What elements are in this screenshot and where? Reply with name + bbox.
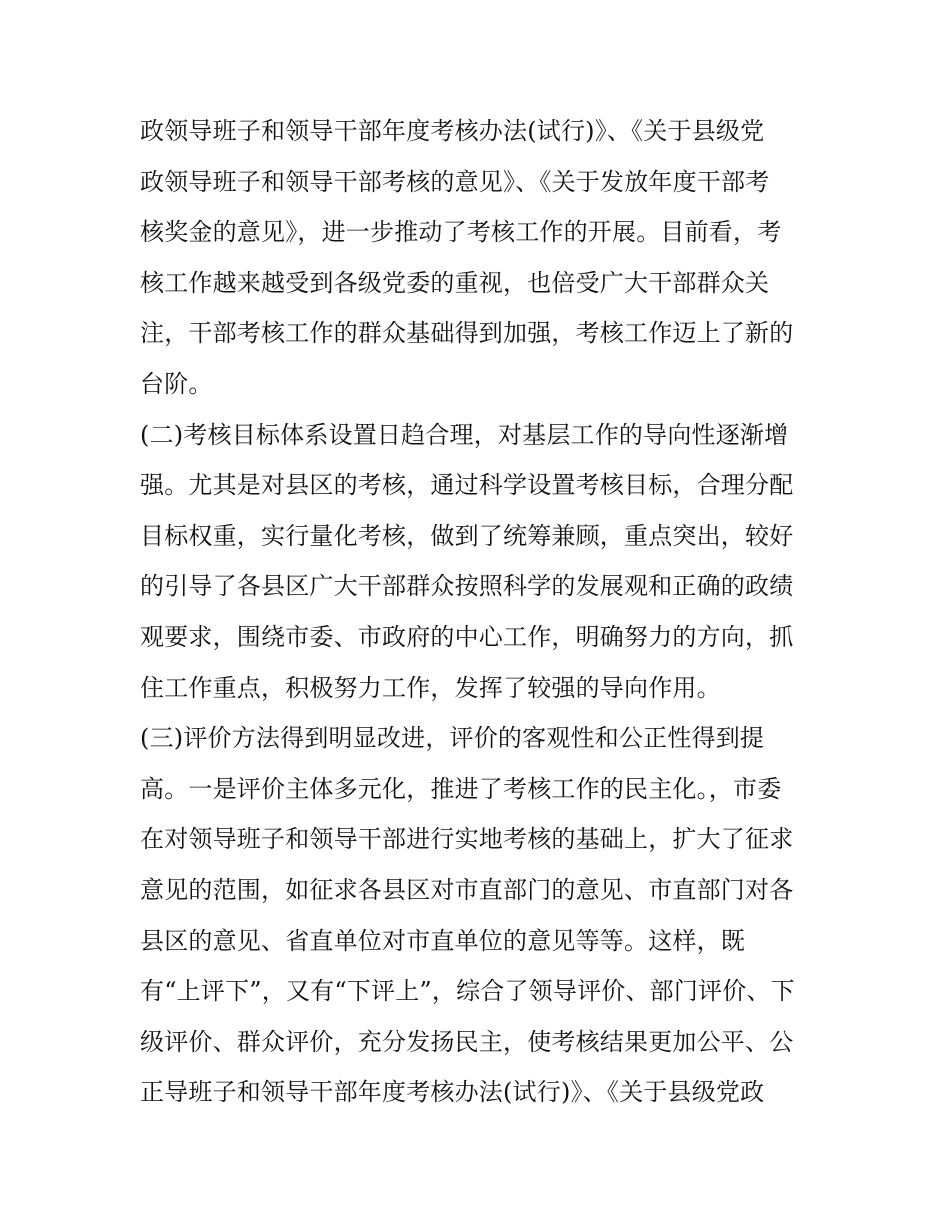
text-line: 正导班子和领导干部年度考核办法(试行)》、《关于县级党政	[140, 1078, 765, 1107]
text-line: 核工作越来越受到各级党委的重视，也倍受广大干部群众关	[140, 268, 770, 297]
text-line: 有“上评下”，又有“下评上”，综合了领导评价、部门评价、下	[140, 977, 795, 1006]
text-line: 县区的意见、省直单位对市直单位的意见等等。这样，既	[140, 926, 745, 955]
text-line: 目标权重，实行量化考核，做到了统筹兼顾，重点突出，较好	[140, 521, 794, 550]
text-line: 台阶。	[140, 369, 213, 398]
text-line: 高。一是评价主体多元化，推进了考核工作的民主化。，市委	[140, 774, 782, 803]
text-line: 观要求，围绕市委、市政府的中心工作，明确努力的方向，抓	[140, 622, 794, 651]
text-line: 核奖金的意见》，进一步推动了考核工作的开展。目前看，考	[140, 218, 782, 247]
text-line: 政领导班子和领导干部考核的意见》、《关于发放年度干部考	[140, 167, 770, 196]
text-line: 意见的范围，如征求各县区对市直部门的意见、市直部门对各	[140, 875, 794, 904]
text-line: 政领导班子和领导干部年度考核办法(试行)》、《关于县级党	[140, 117, 765, 145]
text-line: 强。尤其是对县区的考核，通过科学设置考核目标，合理分配	[140, 471, 794, 500]
text-line: 注，干部考核工作的群众基础得到加强，考核工作迈上了新的	[140, 319, 794, 348]
text-line: 在对领导班子和领导干部进行实地考核的基础上，扩大了征求	[140, 825, 794, 854]
text-line: 级评价、群众评价，充分发扬民主，使考核结果更加公平、公	[140, 1027, 794, 1056]
document-body	[140, 106, 820, 1118]
section-heading-line: (三)评价方法得到明显改进，评价的客观性和公正性得到提	[140, 724, 765, 753]
section-heading-line: (二)考核目标体系设置日趋合理，对基层工作的导向性逐渐增	[140, 420, 789, 449]
text-line: 的引导了各县区广大干部群众按照科学的发展观和正确的政绩	[140, 572, 794, 601]
text-line: 住工作重点，积极努力工作，发挥了较强的导向作用。	[140, 673, 721, 702]
